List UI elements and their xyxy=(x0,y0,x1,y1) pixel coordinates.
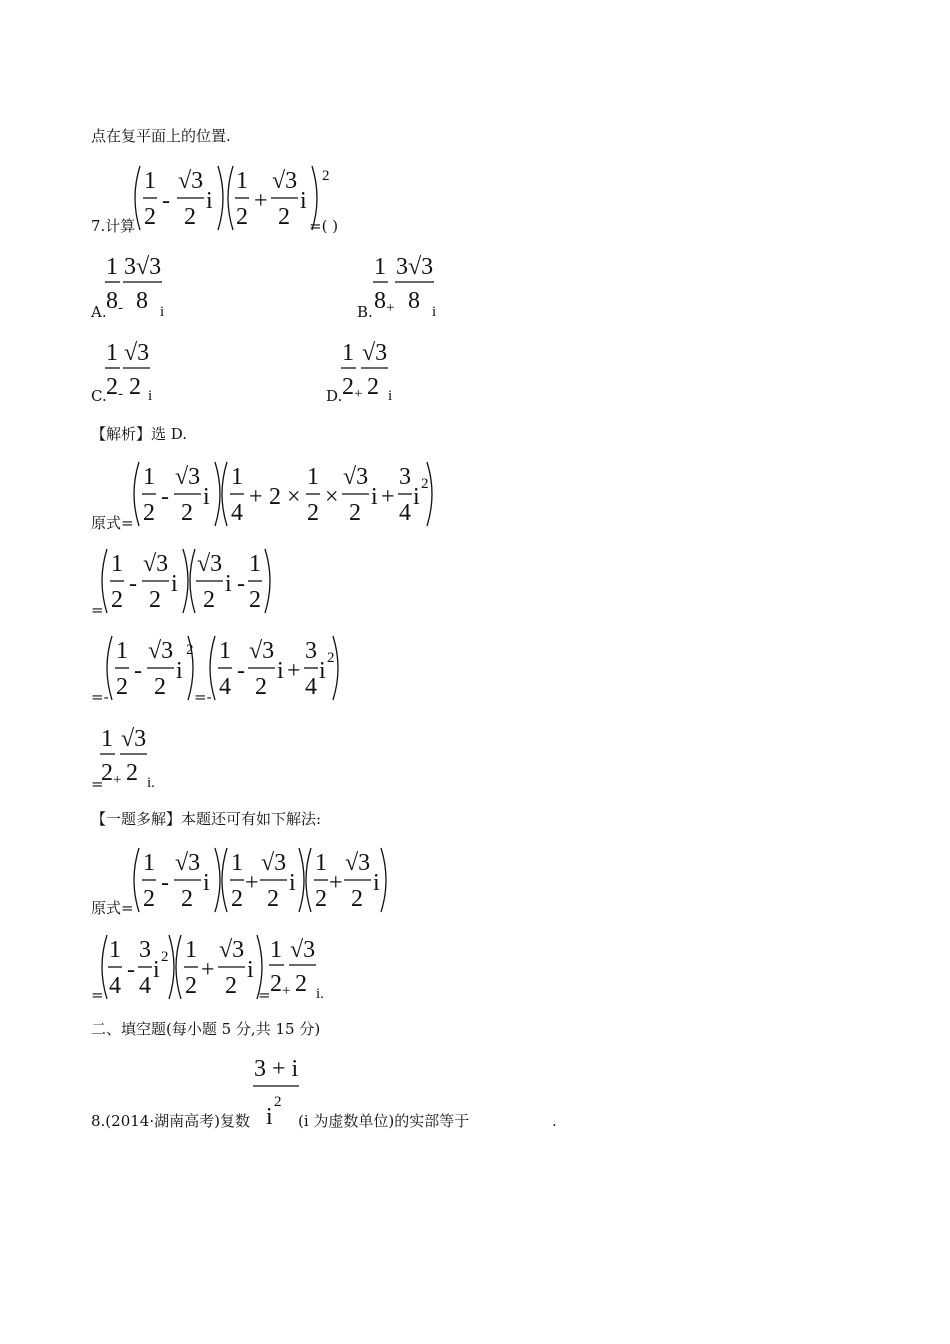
svg-text:+: + xyxy=(249,484,263,510)
svg-text:1: 1 xyxy=(116,638,128,664)
option-c-expression xyxy=(104,332,164,408)
svg-text:i: i xyxy=(225,571,232,597)
svg-text:1: 1 xyxy=(106,340,118,366)
svg-text:2: 2 xyxy=(255,674,267,700)
svg-text:i: i xyxy=(176,658,183,684)
svg-text:2: 2 xyxy=(184,204,196,230)
question-8-fraction xyxy=(252,1054,304,1134)
svg-text:i: i xyxy=(153,957,160,983)
svg-text:1: 1 xyxy=(236,168,248,194)
svg-text:1: 1 xyxy=(109,937,121,963)
svg-text:1: 1 xyxy=(219,638,231,664)
svg-text:2: 2 xyxy=(322,168,330,184)
original-expression-label-2: 原式= xyxy=(91,899,134,917)
question-7-label: 7.计算 xyxy=(91,217,136,235)
svg-text:2: 2 xyxy=(181,500,193,526)
option-d-label: D. xyxy=(326,387,343,405)
svg-text:1: 1 xyxy=(106,254,118,280)
svg-text:√3: √3 xyxy=(362,340,388,366)
svg-text:×: × xyxy=(287,484,301,510)
svg-text:2: 2 xyxy=(327,650,335,666)
svg-text:√3: √3 xyxy=(178,168,204,194)
svg-text:-: - xyxy=(127,957,135,983)
svg-text:-: - xyxy=(129,571,137,597)
svg-text:+: + xyxy=(254,188,268,214)
svg-text:2: 2 xyxy=(269,484,281,510)
svg-text:3: 3 xyxy=(139,937,151,963)
svg-text:4: 4 xyxy=(139,973,151,999)
svg-text:2: 2 xyxy=(154,674,166,700)
svg-text:2: 2 xyxy=(181,886,193,912)
svg-text:√3: √3 xyxy=(343,464,369,490)
svg-text:1: 1 xyxy=(231,464,243,490)
svg-text:4: 4 xyxy=(109,973,121,999)
svg-text:1: 1 xyxy=(315,850,327,876)
svg-text:i: i xyxy=(432,304,437,320)
solution-step-3a xyxy=(104,628,194,708)
svg-text:2: 2 xyxy=(367,374,379,400)
svg-text:3√3: 3√3 xyxy=(124,254,162,280)
svg-text:2: 2 xyxy=(185,973,197,999)
svg-text:-: - xyxy=(161,870,169,896)
svg-text:2: 2 xyxy=(161,949,169,965)
svg-text:1: 1 xyxy=(307,464,319,490)
svg-text:i: i xyxy=(388,388,393,404)
svg-text:i: i xyxy=(203,484,210,510)
svg-text:√3: √3 xyxy=(345,850,371,876)
equals-neg-3b: =- xyxy=(194,688,212,706)
svg-text:2: 2 xyxy=(295,971,307,997)
svg-text:2: 2 xyxy=(267,886,279,912)
solution-step-2 xyxy=(99,541,279,621)
option-b-label: B. xyxy=(357,303,373,321)
svg-text:2: 2 xyxy=(143,886,155,912)
svg-text:√3: √3 xyxy=(249,638,275,664)
alt-solution-step-1 xyxy=(131,840,391,920)
svg-text:i: i xyxy=(148,388,153,404)
svg-text:2: 2 xyxy=(278,204,290,230)
svg-text:+: + xyxy=(113,772,122,788)
svg-text:√3: √3 xyxy=(175,850,201,876)
svg-text:√3: √3 xyxy=(121,726,147,752)
svg-text:1: 1 xyxy=(143,464,155,490)
svg-text:i: i xyxy=(300,188,307,214)
svg-text:i: i xyxy=(247,957,254,983)
svg-text:+: + xyxy=(381,484,395,510)
equals-neg-3: =- xyxy=(91,688,109,706)
svg-text:8: 8 xyxy=(408,288,420,314)
svg-text:2: 2 xyxy=(249,587,261,613)
svg-text:2: 2 xyxy=(231,886,243,912)
svg-text:2: 2 xyxy=(186,642,194,658)
svg-text:1: 1 xyxy=(374,254,386,280)
svg-text:+: + xyxy=(287,658,301,684)
svg-text:2: 2 xyxy=(143,500,155,526)
svg-text:2: 2 xyxy=(342,374,354,400)
svg-text:i: i xyxy=(319,658,326,684)
svg-text:-: - xyxy=(118,386,123,402)
svg-text:1: 1 xyxy=(185,937,197,963)
svg-text:i: i xyxy=(171,571,178,597)
question-8-suffix: (i 为虚数单位)的实部等于 xyxy=(298,1112,470,1130)
svg-text:i: i xyxy=(289,870,296,896)
svg-text:2: 2 xyxy=(349,500,361,526)
svg-text:8: 8 xyxy=(374,288,386,314)
svg-text:2: 2 xyxy=(129,374,141,400)
svg-text:4: 4 xyxy=(231,500,243,526)
svg-text:2: 2 xyxy=(126,760,138,786)
option-c-label: C. xyxy=(91,387,107,405)
solution-step-1 xyxy=(131,454,441,534)
solution-step-3b xyxy=(207,628,357,708)
svg-text:√3: √3 xyxy=(175,464,201,490)
svg-text:-: - xyxy=(162,188,170,214)
svg-text:i: i xyxy=(413,484,420,510)
svg-text:-: - xyxy=(237,571,245,597)
svg-text:2: 2 xyxy=(101,760,113,786)
svg-text:3√3: 3√3 xyxy=(396,254,434,280)
svg-text:+: + xyxy=(386,300,395,316)
svg-text:-: - xyxy=(237,658,245,684)
svg-text:+: + xyxy=(245,870,259,896)
svg-text:i: i xyxy=(160,304,165,320)
equals-6: = xyxy=(258,986,271,1004)
svg-text:3: 3 xyxy=(399,464,411,490)
svg-text:√3: √3 xyxy=(124,340,150,366)
svg-text:2: 2 xyxy=(149,587,161,613)
svg-text:-: - xyxy=(118,300,123,316)
svg-text:√3: √3 xyxy=(261,850,287,876)
svg-text:√3: √3 xyxy=(290,937,316,963)
svg-text:2: 2 xyxy=(421,476,429,492)
svg-text:2: 2 xyxy=(236,204,248,230)
svg-text:2: 2 xyxy=(315,886,327,912)
section-heading: 二、填空题(每小题 5 分,共 15 分) xyxy=(91,1020,321,1038)
svg-text:2: 2 xyxy=(351,886,363,912)
svg-text:i: i xyxy=(206,188,213,214)
svg-text:√3: √3 xyxy=(272,168,298,194)
svg-text:i: i xyxy=(203,870,210,896)
svg-text:4: 4 xyxy=(305,674,317,700)
svg-text:i: i xyxy=(266,1104,273,1130)
option-b-expression xyxy=(372,246,452,326)
option-a-label: A. xyxy=(91,303,107,321)
svg-text:i: i xyxy=(277,658,284,684)
svg-text:1: 1 xyxy=(143,850,155,876)
svg-text:√3: √3 xyxy=(148,638,174,664)
svg-text:+: + xyxy=(282,983,291,999)
svg-text:+: + xyxy=(201,957,215,983)
svg-text:2: 2 xyxy=(106,374,118,400)
svg-text:i.: i. xyxy=(147,775,155,791)
alt-solution-result xyxy=(268,927,338,1007)
svg-text:i.: i. xyxy=(316,986,324,1002)
svg-text:2: 2 xyxy=(225,973,237,999)
svg-text:1: 1 xyxy=(270,937,282,963)
svg-text:1: 1 xyxy=(249,551,261,577)
equals-4: = xyxy=(91,775,104,793)
svg-text:-: - xyxy=(161,484,169,510)
svg-text:1: 1 xyxy=(101,726,113,752)
svg-text:2: 2 xyxy=(270,971,282,997)
svg-text:1: 1 xyxy=(231,850,243,876)
svg-text:2: 2 xyxy=(274,1094,282,1110)
equals-5: = xyxy=(91,986,104,1004)
square-exponent xyxy=(184,640,198,660)
svg-text:1: 1 xyxy=(342,340,354,366)
question-8-prefix: 8.(2014·湖南高考)复数 xyxy=(91,1112,250,1130)
svg-text:+: + xyxy=(354,386,363,402)
original-expression-label: 原式= xyxy=(91,514,134,532)
svg-text:8: 8 xyxy=(136,288,148,314)
frac-num: 1 xyxy=(144,168,156,194)
solution-result xyxy=(99,716,169,796)
svg-text:√3: √3 xyxy=(143,551,169,577)
question-8-end: . xyxy=(552,1112,557,1130)
svg-text:+: + xyxy=(329,870,343,896)
multi-solution-heading: 【一题多解】本题还可有如下解法: xyxy=(91,810,322,828)
analysis-heading: 【解析】选 D. xyxy=(91,425,188,443)
svg-text:2: 2 xyxy=(307,500,319,526)
intro-text: 点在复平面上的位置. xyxy=(91,127,231,145)
svg-text:3: 3 xyxy=(305,638,317,664)
svg-text:4: 4 xyxy=(219,674,231,700)
equals-2: = xyxy=(91,601,104,619)
svg-text:2: 2 xyxy=(203,587,215,613)
option-d-expression xyxy=(340,332,410,408)
question-7-tail: =( ) xyxy=(309,217,339,235)
svg-text:1: 1 xyxy=(111,551,123,577)
svg-text:2: 2 xyxy=(116,674,128,700)
svg-text:8: 8 xyxy=(106,288,118,314)
svg-text:√3: √3 xyxy=(219,937,245,963)
svg-text:×: × xyxy=(325,484,339,510)
svg-text:4: 4 xyxy=(399,500,411,526)
svg-text:2: 2 xyxy=(144,204,156,230)
option-a-expression xyxy=(104,246,184,326)
svg-text:√3: √3 xyxy=(197,551,223,577)
svg-text:i: i xyxy=(371,484,378,510)
svg-text:2: 2 xyxy=(111,587,123,613)
svg-text:-: - xyxy=(134,658,142,684)
svg-text:3 + i: 3 + i xyxy=(254,1056,299,1082)
svg-text:i: i xyxy=(373,870,380,896)
